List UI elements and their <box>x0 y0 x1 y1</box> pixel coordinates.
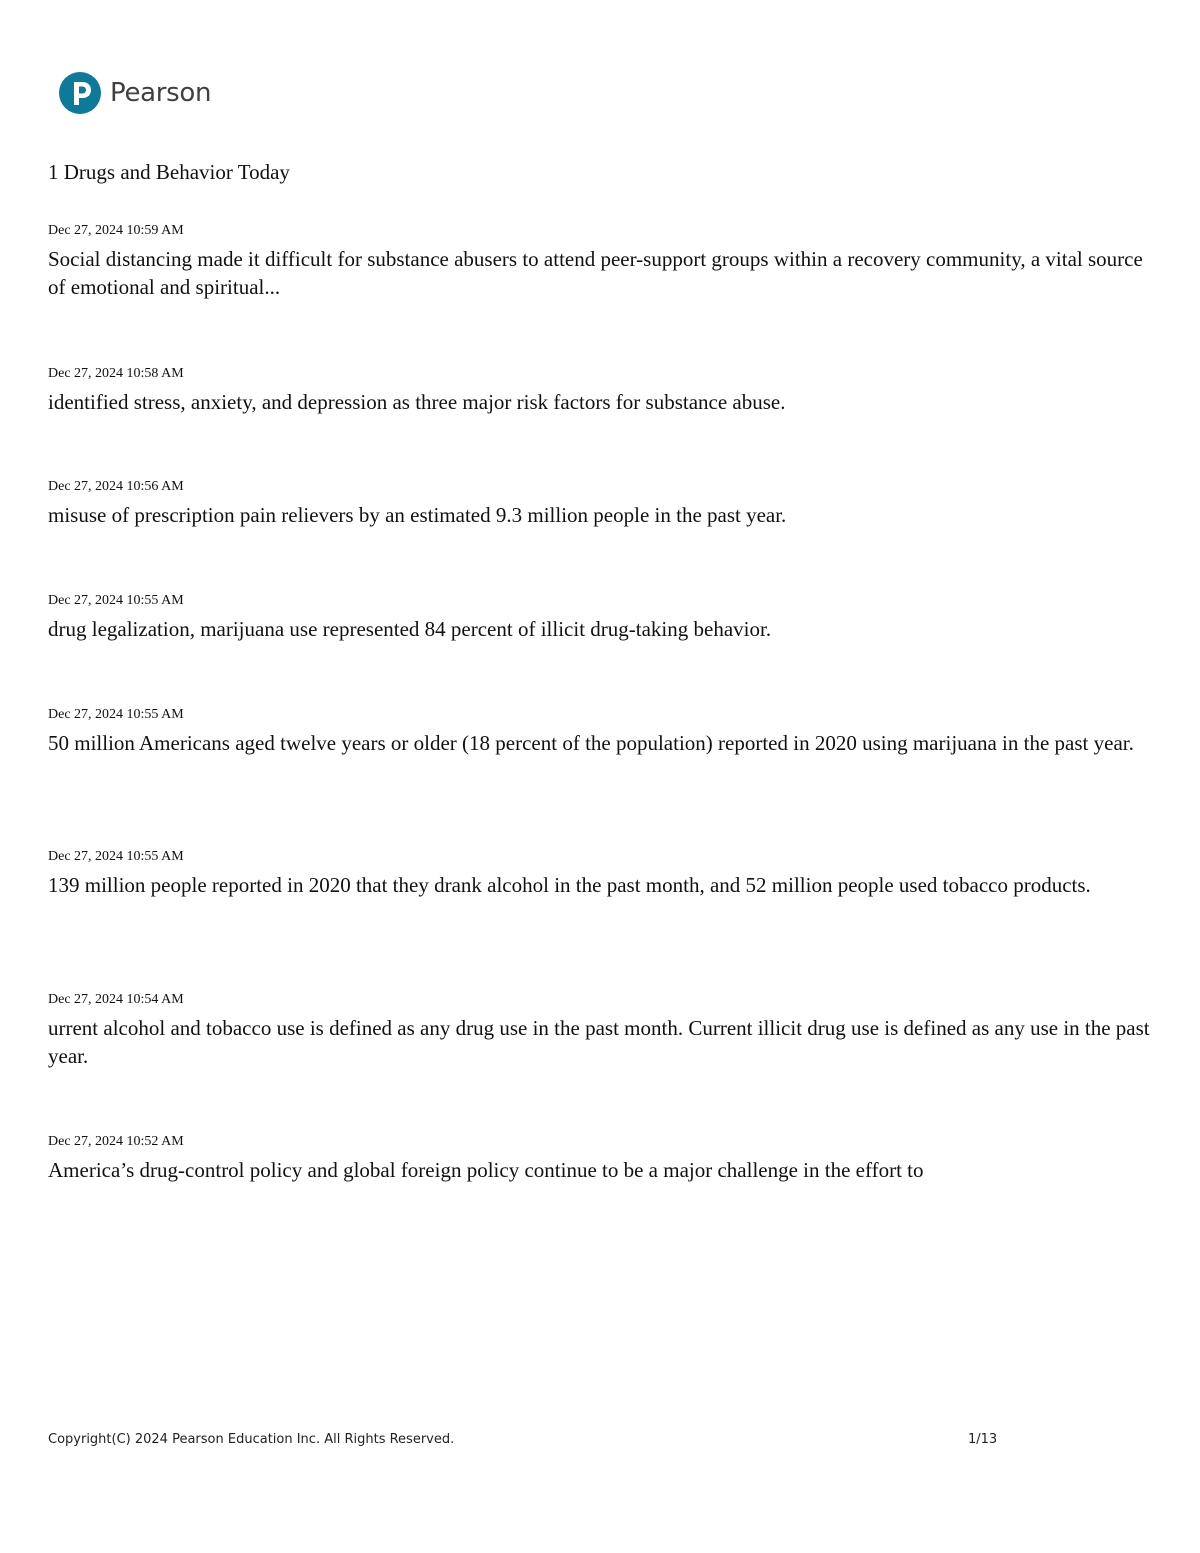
note-item <box>48 592 1158 643</box>
note-item <box>48 222 1158 301</box>
pearson-logo <box>58 71 211 115</box>
brand-name: Pearson <box>110 78 212 108</box>
footer-copyright: Copyright(C) 2024 Pearson Education Inc. All Rights Reserved. <box>48 1432 455 1447</box>
document-title: 1 Drugs and Behavior Today <box>48 160 290 184</box>
note-text: identified stress, anxiety, and depression as three major risk factors for substance abuse. <box>48 390 786 414</box>
note-item <box>48 478 1158 529</box>
note-text: urrent alcohol and tobacco use is defined as any drug use in the past month. Current illicit drug use is defined as any use in the past year. <box>48 1016 1150 1068</box>
note-text: 50 million Americans aged twelve years or older (18 percent of the population) reported in 2020 using marijuana in the past year. <box>48 731 1134 755</box>
note-item <box>48 991 1158 1070</box>
page-indicator: 1/13 <box>968 1432 998 1447</box>
note-timestamp: Dec 27, 2024 10:55 AM <box>48 849 184 864</box>
note-text: America’s drug-control policy and global foreign policy continue to be a major challenge in the effort to <box>48 1158 924 1182</box>
note-timestamp: Dec 27, 2024 10:54 AM <box>48 992 184 1007</box>
note-item <box>48 1133 1158 1184</box>
note-timestamp: Dec 27, 2024 10:52 AM <box>48 1134 184 1149</box>
note-timestamp: Dec 27, 2024 10:56 AM <box>48 479 184 494</box>
note-text: misuse of prescription pain relievers by an estimated 9.3 million people in the past year. <box>48 503 787 527</box>
note-item <box>48 706 1158 757</box>
note-text: 139 million people reported in 2020 that they drank alcohol in the past month, and 52 million people used tobacco products. <box>48 873 1091 897</box>
note-text: drug legalization, marijuana use represented 84 percent of illicit drug-taking behavior. <box>48 617 772 641</box>
note-text: Social distancing made it difficult for substance abusers to attend peer-support groups within a recovery community, a vital source of emotional and spiritual... <box>48 247 1143 299</box>
note-item <box>48 365 1158 416</box>
note-timestamp: Dec 27, 2024 10:55 AM <box>48 707 184 722</box>
note-timestamp: Dec 27, 2024 10:55 AM <box>48 593 184 608</box>
note-timestamp: Dec 27, 2024 10:59 AM <box>48 223 184 238</box>
note-timestamp: Dec 27, 2024 10:58 AM <box>48 366 184 381</box>
pearson-p-logo-icon <box>58 71 102 115</box>
note-item <box>48 848 1158 899</box>
